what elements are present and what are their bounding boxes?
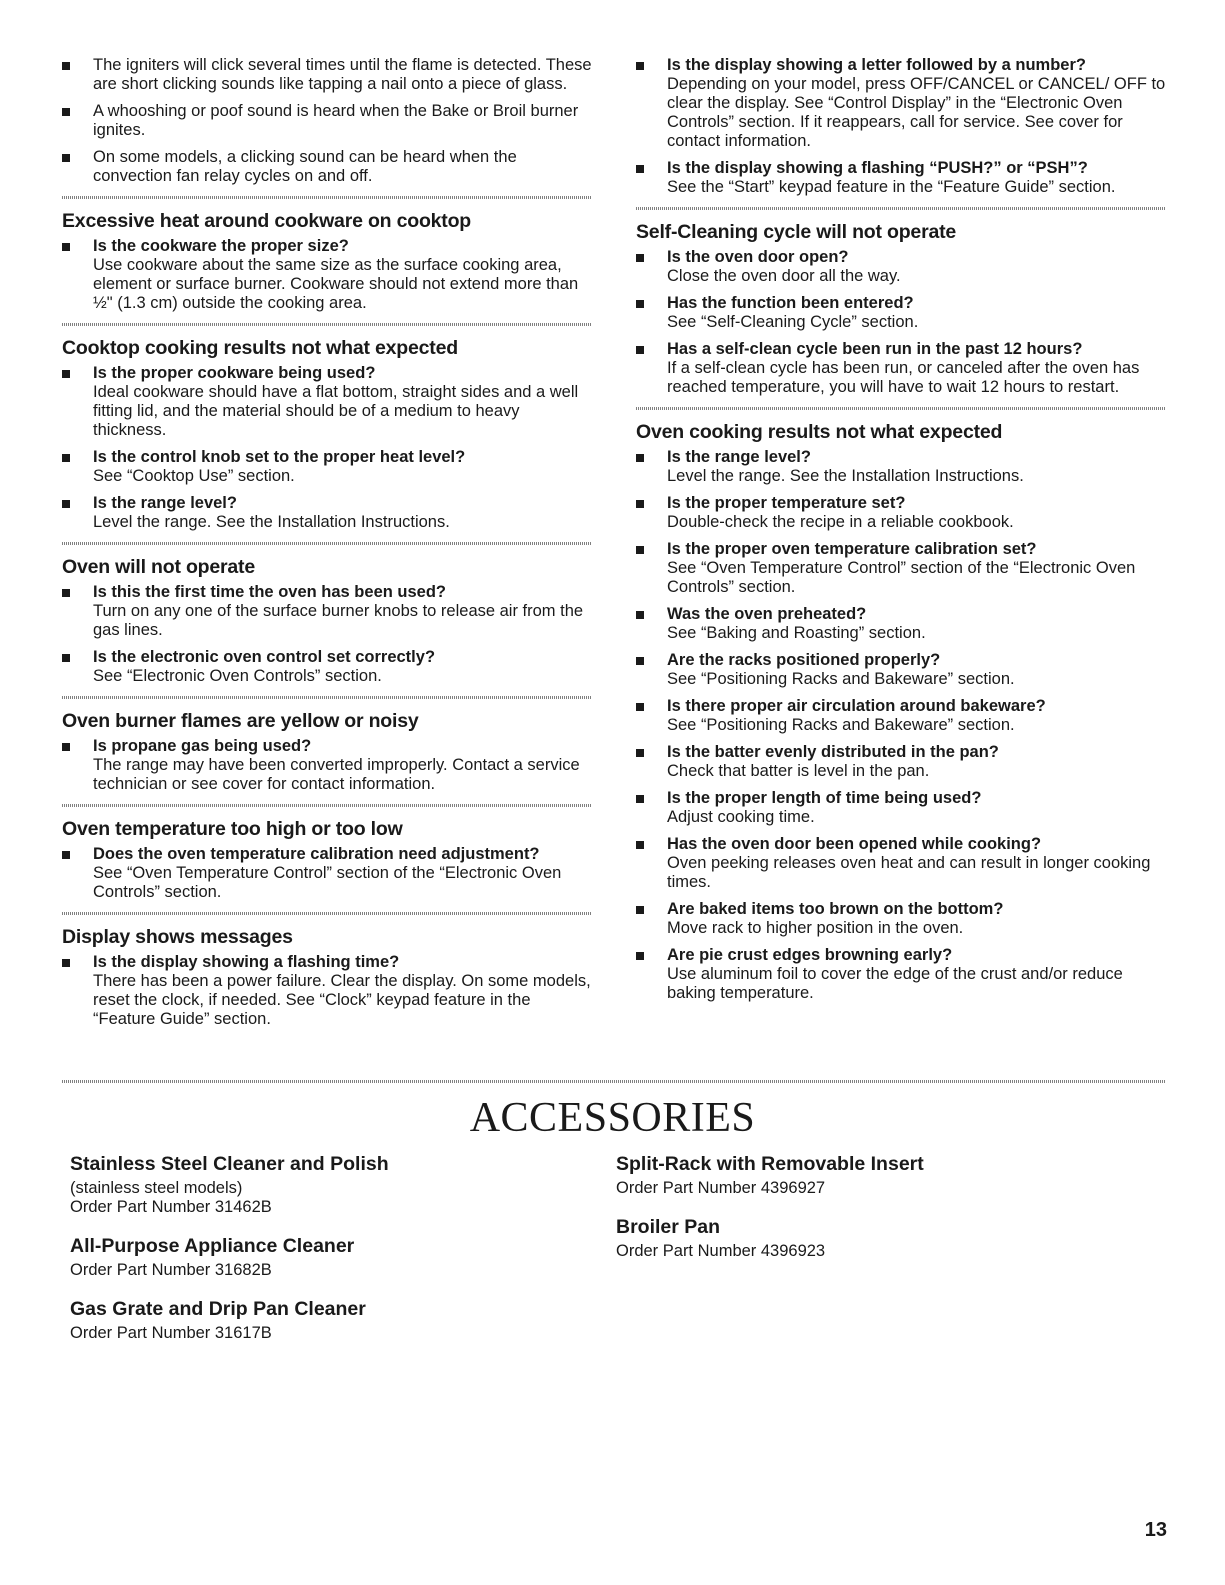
accessory-detail: Order Part Number 4396927 <box>616 1179 826 1197</box>
bullet-icon <box>636 841 644 849</box>
answer-text: See the “Start” keypad feature in the “Feature Guide” section. <box>667 178 1116 196</box>
accessories-left-column <box>70 1152 570 1360</box>
accessory-detail: (stainless steel models) <box>70 1179 243 1197</box>
question-item <box>636 743 1166 781</box>
question-text: Are the racks positioned properly? <box>667 651 941 669</box>
bullet-icon <box>62 851 70 859</box>
question-item <box>636 494 1166 532</box>
question-text: Is this the first time the oven has been used? <box>93 583 446 601</box>
question-text: Has the oven door been opened while cooking? <box>667 835 1042 853</box>
question-list <box>62 583 592 686</box>
page-number: 13 <box>1144 1519 1167 1541</box>
bullet-icon <box>636 62 644 70</box>
answer-text: See “Self-Cleaning Cycle” section. <box>667 313 919 331</box>
accessory-name: Broiler Pan <box>616 1216 721 1238</box>
bullet-icon <box>636 906 644 914</box>
accessories-heading: ACCESSORIES <box>469 1095 756 1141</box>
dotted-divider <box>636 207 1166 210</box>
question-item <box>636 294 1166 332</box>
dotted-divider <box>636 407 1166 410</box>
question-item <box>62 845 592 902</box>
bullet-icon <box>636 952 644 960</box>
right-lead-list <box>636 56 1166 197</box>
accessory-item <box>616 1215 1116 1261</box>
question-item <box>636 605 1166 643</box>
question-text: Is the display showing a letter followed by a number? <box>667 56 1086 74</box>
dotted-divider <box>62 696 592 699</box>
section-title: Self-Cleaning cycle will not operate <box>636 221 957 243</box>
question-text: Is the proper cookware being used? <box>93 364 376 382</box>
question-list <box>62 737 592 794</box>
dotted-divider <box>62 542 592 545</box>
question-text: Is the proper length of time being used? <box>667 789 982 807</box>
question-text: Was the oven preheated? <box>667 605 867 623</box>
answer-text: The range may have been converted improperly. Contact a service technician or see cover for contact information. <box>93 756 580 793</box>
bullet-icon <box>62 589 70 597</box>
dotted-divider <box>62 196 592 199</box>
question-item <box>62 737 592 794</box>
answer-text: Close the oven door all the way. <box>667 267 901 285</box>
accessory-name: All-Purpose Appliance Cleaner <box>70 1235 355 1257</box>
bullet-icon <box>636 165 644 173</box>
troubleshooting-section <box>62 555 592 686</box>
accessory-detail: Order Part Number 31682B <box>70 1261 272 1279</box>
left-sections <box>62 196 592 1029</box>
troubleshooting-section <box>636 220 1166 397</box>
accessory-detail: Order Part Number 31617B <box>70 1324 272 1342</box>
answer-text: Use cookware about the same size as the surface cooking area, element or surface burner. Cookware should not extend more than ½" (1.3 cm) outside the cooking area. <box>93 256 579 312</box>
question-text: Is the display showing a flashing time? <box>93 953 400 971</box>
question-text: Is the electronic oven control set correctly? <box>93 648 436 666</box>
answer-text: If a self-clean cycle has been run, or canceled after the oven has reached temperature, you will have to wait 12 hours to restart. <box>667 359 1140 396</box>
bullet-icon <box>62 743 70 751</box>
bullet-icon <box>62 108 70 116</box>
intro-text: The igniters will click several times until the flame is detected. These are short clicking sounds like tapping a nail onto a piece of glass. <box>93 56 592 93</box>
answer-text: See “Oven Temperature Control” section of the “Electronic Oven Controls” section. <box>667 559 1136 596</box>
bullet-icon <box>62 62 70 70</box>
question-text: Is the range level? <box>667 448 811 466</box>
bullet-icon <box>636 346 644 354</box>
section-divider <box>62 1080 1166 1083</box>
question-item <box>62 448 592 486</box>
question-item <box>62 494 592 532</box>
bullet-icon <box>62 154 70 162</box>
bullet-icon <box>62 243 70 251</box>
question-item <box>636 56 1166 151</box>
question-list <box>62 364 592 532</box>
right-column <box>636 56 1166 1037</box>
intro-item <box>62 102 592 140</box>
bullet-icon <box>62 500 70 508</box>
question-text: Is the display showing a flashing “PUSH?” or “PSH”? <box>667 159 1088 177</box>
answer-text: There has been a power failure. Clear the display. On some models, reset the clock, if needed. See “Clock” keypad feature in the “Feature Guide” section. <box>93 972 591 1028</box>
accessory-item <box>616 1152 1116 1198</box>
bullet-icon <box>636 611 644 619</box>
bullet-icon <box>636 703 644 711</box>
question-text: Does the oven temperature calibration need adjustment? <box>93 845 540 863</box>
question-item <box>62 953 592 1029</box>
accessory-item <box>70 1297 570 1343</box>
bullet-icon <box>636 254 644 262</box>
accessory-item <box>70 1152 570 1217</box>
answer-text: Level the range. See the Installation Instructions. <box>667 467 1024 485</box>
question-item <box>636 835 1166 892</box>
bullet-icon <box>62 454 70 462</box>
answer-text: Move rack to higher position in the oven. <box>667 919 964 937</box>
accessory-detail: Order Part Number 31462B <box>70 1198 272 1216</box>
section-title: Oven temperature too high or too low <box>62 818 403 840</box>
question-item <box>636 540 1166 597</box>
bullet-icon <box>62 370 70 378</box>
question-text: Has a self-clean cycle been run in the past 12 hours? <box>667 340 1083 358</box>
question-item <box>62 583 592 640</box>
answer-text: See “Positioning Racks and Bakeware” section. <box>667 716 1015 734</box>
question-text: Is propane gas being used? <box>93 737 312 755</box>
question-item <box>636 789 1166 827</box>
question-item <box>636 900 1166 938</box>
question-list <box>62 237 592 313</box>
question-item <box>636 340 1166 397</box>
question-item <box>636 448 1166 486</box>
bullet-icon <box>62 654 70 662</box>
question-text: Is the cookware the proper size? <box>93 237 349 255</box>
intro-text: A whooshing or poof sound is heard when the Bake or Broil burner ignites. <box>93 102 579 139</box>
section-title: Oven will not operate <box>62 556 255 578</box>
question-item <box>62 237 592 313</box>
intro-item <box>62 148 592 186</box>
dotted-divider <box>62 804 592 807</box>
bullet-icon <box>636 454 644 462</box>
bullet-icon <box>636 657 644 665</box>
section-title: Oven burner flames are yellow or noisy <box>62 710 419 732</box>
answer-text: Level the range. See the Installation Instructions. <box>93 513 450 531</box>
section-title: Display shows messages <box>62 926 293 948</box>
question-text: Are pie crust edges browning early? <box>667 946 953 964</box>
answer-text: Turn on any one of the surface burner knobs to release air from the gas lines. <box>93 602 584 639</box>
accessory-item <box>70 1234 570 1280</box>
intro-text: On some models, a clicking sound can be heard when the convection fan relay cycles on and off. <box>93 148 517 185</box>
answer-text: Double-check the recipe in a reliable cookbook. <box>667 513 1014 531</box>
dotted-divider <box>62 912 592 915</box>
question-text: Is the oven door open? <box>667 248 849 266</box>
bullet-icon <box>636 300 644 308</box>
answer-text: See “Baking and Roasting” section. <box>667 624 926 642</box>
accessory-name: Stainless Steel Cleaner and Polish <box>70 1153 389 1175</box>
troubleshooting-columns <box>62 56 1166 1037</box>
answer-text: See “Cooktop Use” section. <box>93 467 295 485</box>
troubleshooting-section <box>62 709 592 794</box>
question-text: Is the range level? <box>93 494 237 512</box>
answer-text: Check that batter is level in the pan. <box>667 762 930 780</box>
question-item <box>636 946 1166 1003</box>
troubleshooting-section <box>636 420 1166 1003</box>
intro-list <box>62 56 592 186</box>
question-text: Has the function been entered? <box>667 294 914 312</box>
bullet-icon <box>636 749 644 757</box>
answer-text: Depending on your model, press OFF/CANCEL or CANCEL/ OFF to clear the display. See “Control Display” in the “Electronic Oven Controls” section. If it reappears, call for service. See cover for contact information. <box>667 75 1166 150</box>
answer-text: Ideal cookware should have a flat bottom, straight sides and a well fitting lid, and the material should be of a medium to heavy thickness. <box>93 383 579 439</box>
answer-text: Use aluminum foil to cover the edge of the crust and/or reduce baking temperature. <box>667 965 1123 1002</box>
right-sections <box>636 207 1166 1003</box>
dotted-divider <box>62 323 592 326</box>
question-text: Is the proper oven temperature calibration set? <box>667 540 1037 558</box>
question-text: Is the control knob set to the proper heat level? <box>93 448 466 466</box>
question-item <box>636 248 1166 286</box>
troubleshooting-section <box>62 209 592 313</box>
bullet-icon <box>62 959 70 967</box>
section-title: Oven cooking results not what expected <box>636 421 1003 443</box>
question-text: Are baked items too brown on the bottom? <box>667 900 1004 918</box>
intro-item <box>62 56 592 94</box>
section-title: Cooktop cooking results not what expected <box>62 337 458 359</box>
answer-text: See “Positioning Racks and Bakeware” section. <box>667 670 1015 688</box>
accessory-name: Gas Grate and Drip Pan Cleaner <box>70 1298 366 1320</box>
answer-text: See “Oven Temperature Control” section of the “Electronic Oven Controls” section. <box>93 864 562 901</box>
question-text: Is the proper temperature set? <box>667 494 906 512</box>
accessory-name: Split-Rack with Removable Insert <box>616 1153 924 1175</box>
question-item <box>636 159 1166 197</box>
troubleshooting-section <box>62 817 592 902</box>
left-column <box>62 56 592 1037</box>
bullet-icon <box>636 795 644 803</box>
troubleshooting-section <box>62 336 592 532</box>
section-title: Excessive heat around cookware on cooktop <box>62 210 472 232</box>
troubleshooting-section <box>62 925 592 1029</box>
question-list <box>636 448 1166 1003</box>
question-list <box>62 953 592 1029</box>
question-list <box>62 845 592 902</box>
question-item <box>62 648 592 686</box>
question-text: Is there proper air circulation around bakeware? <box>667 697 1046 715</box>
answer-text: Adjust cooking time. <box>667 808 815 826</box>
answer-text: See “Electronic Oven Controls” section. <box>93 667 382 685</box>
bullet-icon <box>636 546 644 554</box>
bullet-icon <box>636 500 644 508</box>
accessories-right-column <box>616 1152 1116 1278</box>
answer-text: Oven peeking releases oven heat and can result in longer cooking times. <box>667 854 1151 891</box>
question-item <box>636 651 1166 689</box>
question-text: Is the batter evenly distributed in the pan? <box>667 743 999 761</box>
question-item <box>62 364 592 440</box>
question-list <box>636 248 1166 397</box>
question-item <box>636 697 1166 735</box>
accessory-detail: Order Part Number 4396923 <box>616 1242 826 1260</box>
